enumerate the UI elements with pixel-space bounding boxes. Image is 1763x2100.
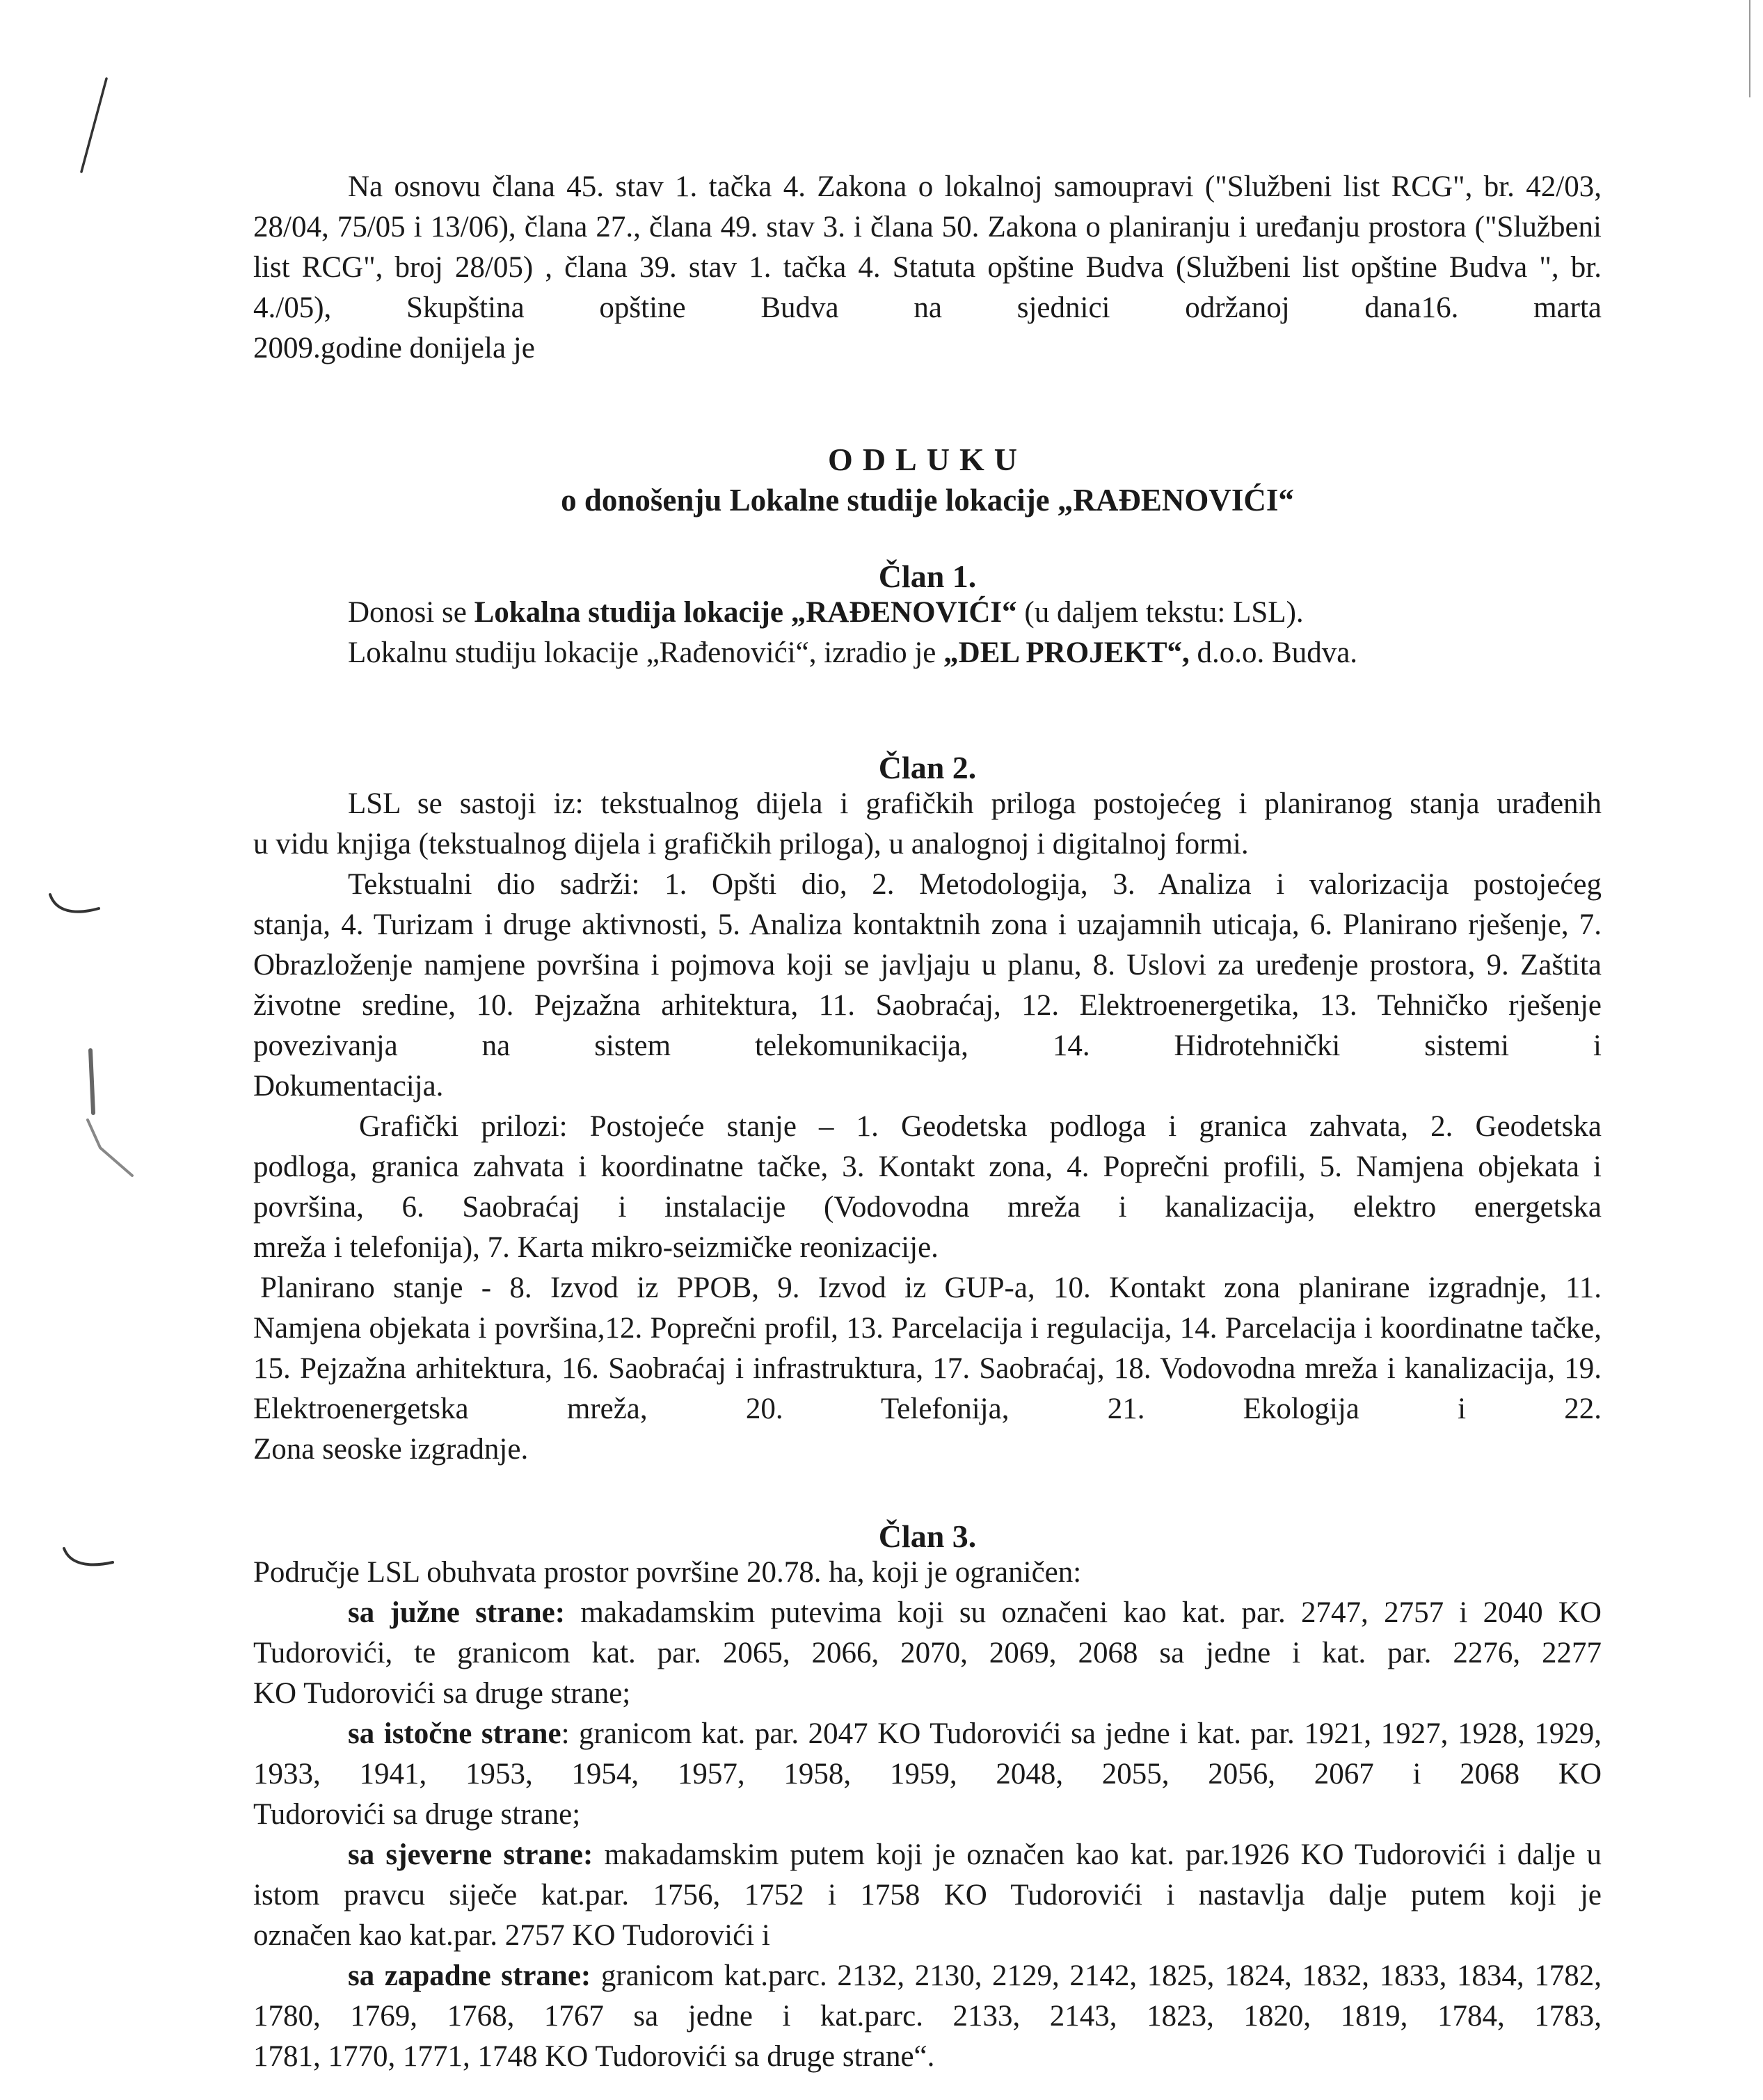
sjeverne-text: makadamskim putem koji je označen kao kat. par.1926 KO Tudorovići i dalje u istom pravcu siječe kat.par. 1756, 1752 i 1758 KO Tudorovići i nastavlja dalje putem koji je (253, 1838, 1602, 1911)
clan-3-heading: Član 3. (878, 1518, 977, 1554)
clan-1-line-2 (348, 633, 1600, 673)
page-edge-line (1746, 0, 1753, 97)
punch-hole-mark-bottom (60, 1544, 122, 1579)
clan-2-p2-first: Tekstualni dio sadrži: 1. Opšti dio, 2. Metodologija, 3. Analiza i valorizacija postojećeg (348, 868, 1602, 901)
juzne-label: sa južne strane: (348, 1596, 566, 1629)
clan-3-sjeverne (253, 1835, 1602, 1916)
clan-2-p3-first: Grafički prilozi: Postojeće stanje – 1. Geodetska podloga i granica zahvata, 2. Geodetska (359, 1110, 1602, 1143)
sjeverne-label: sa sjeverne strane: (348, 1838, 593, 1871)
clan-2-p1: LSL se sastoji iz: tekstualnog dijela i grafičkih priloga postojećeg i planiranog stanja urađenih (348, 787, 1602, 820)
clan-1-line-1 (348, 593, 1600, 633)
clan-2-p3-last: mreža i telefonija), 7. Karta mikro-seizmičke reonizacije. (253, 1231, 939, 1264)
juzne-text: makadamskim putevima koji su označeni kao kat. par. 2747, 2757 i 2040 KO Tudorovići, te granicom kat. par. 2065, 2066, 2070, 2069, 2068 sa jedne i kat. par. 2276, 2277 (253, 1596, 1602, 1669)
clan-3-zapadne-last: 1781, 1770, 1771, 1748 KO Tudorovići sa druge strane“. (253, 2040, 935, 2073)
zapadne-text: granicom kat.parc. 2132, 2130, 2129, 2142, 1825, 1824, 1832, 1833, 1834, 1782, 1780, 1769, 1768, 1767 sa jedne i kat.parc. 2133, 2143, 1823, 1820, 1819, 1784, 1783, (253, 1959, 1602, 2033)
clan-2-p3-rest: podloga, granica zahvata i koordinatne tačke, 3. Kontakt zona, 4. Poprečni profili, 5. Namjena objekata i površina, 6. Saobraćaj i instalacije (Vodovodna mreža i kanalizacija, elektro energetska (253, 1151, 1602, 1224)
clan-2-p1-last: u vidu knjiga (tekstualnog dijela i grafičkih priloga), u analognoj i digitalnoj formi. (253, 828, 1249, 860)
clan-3-istocne-last: Tudorovići sa druge strane; (253, 1798, 581, 1831)
clan-2-p4-rest: Namjena objekata i površina,12. Poprečni profil, 13. Parcelacija i regulacija, 14. Parcelacija i koordinatne tačke, 15. Pejzažna arhitektura, 16. Saobraćaj i infrastruktura, 17. Saobraćaj, 18. Vodovodna mreža i kanalizacija, 19. Elektroenergetska mreža, 20. Telefonija, 21. Ekologija i 22. (253, 1312, 1602, 1425)
clan-1-line-2-b: „DEL PROJEKT“, (943, 636, 1190, 669)
clan-1-line-2-a: Lokalnu studiju lokacije „Rađenovići“, izradio je (348, 636, 944, 669)
clan-2-p4-first: Planirano stanje - 8. Izvod iz PPOB, 9. Izvod iz GUP-a, 10. Kontakt zona planirane izgradnje, 11. (260, 1272, 1602, 1304)
clan-1-heading: Član 1. (878, 559, 977, 594)
clan-3-sjeverne-last: označen kao kat.par. 2757 KO Tudorovići i (253, 1919, 770, 1952)
clan-1-line-1-a: Donosi se (348, 596, 474, 629)
clan-3-intro: Područje LSL obuhvata prostor površine 20.78. ha, koji je ograničen: (253, 1556, 1082, 1589)
clan-2-p2-rest: stanja, 4. Turizam i druge aktivnosti, 5. Analiza kontaktnih zona i uzajamnih uticaja, 6. Planirano rješenje, 7. Obrazloženje namjene površina i pojmova koji se javljaju u planu, 8. Uslovi za uređenje prostora, 9. Zaštita životne sredine, 10. Pejzažna arhitektura, 11. Saobraćaj, 12. Elektroenergetika, 13. Tehničko rješenje povezivanja na sistem telekomunikacija, 14. Hidrotehnički sistemi i (253, 908, 1602, 1062)
clan-3-istocne (253, 1714, 1602, 1795)
clan-2-heading: Član 2. (878, 750, 977, 785)
punch-hole-mark-top (46, 890, 109, 925)
clan-1-line-1-c: (u daljem tekstu: LSL). (1016, 596, 1304, 629)
clan-1-line-2-c: d.o.o. Budva. (1189, 636, 1358, 669)
clan-1-line-1-b: Lokalna studija lokacije „RAĐENOVIĆI“ (474, 596, 1017, 629)
clan-3-juzne (253, 1593, 1602, 1674)
clan-2-p4-last: Zona seoske izgradnje. (253, 1433, 529, 1466)
istocne-text: : granicom kat. par. 2047 KO Tudorovići sa jedne i kat. par. 1921, 1927, 1928, 1929, 1933, 1941, 1953, 1954, 1957, 1958, 1959, 2048, 2055, 2056, 2067 i 2068 KO (253, 1717, 1602, 1790)
document-subtitle: o donošenju Lokalne studije lokacije „RAĐENOVIĆI“ (561, 483, 1294, 518)
zapadne-label: sa zapadne strane: (348, 1959, 591, 1992)
preamble-last-line: 2009.godine donijela je (253, 332, 535, 364)
document-title: ODLUKU (828, 442, 1027, 477)
pen-stroke-mark (73, 73, 115, 177)
istocne-label: sa istočne strane (348, 1717, 561, 1750)
preamble-paragraph: Na osnovu člana 45. stav 1. tačka 4. Zakona o lokalnoj samoupravi ("Službeni list RCG", br. 42/03, 28/04, 75/05 i 13/06), člana 27., člana 49. stav 3. i člana 50. Zakona o planiranju i uređanju prostora ("Službeni list RCG", broj 28/05) , člana 39. stav 1. tačka 4. Statuta opštine Budva (Službeni list opštine Budva ", br. 4./05), Skupština opštine Budva na sjednici održanoj dana16. marta (253, 170, 1602, 324)
smudge-mark (70, 1043, 153, 1183)
clan-3-juzne-last: KO Tudorovići sa druge strane; (253, 1677, 631, 1710)
clan-2-p2-last: Dokumentacija. (253, 1070, 444, 1103)
clan-3-zapadne (253, 1956, 1602, 2037)
